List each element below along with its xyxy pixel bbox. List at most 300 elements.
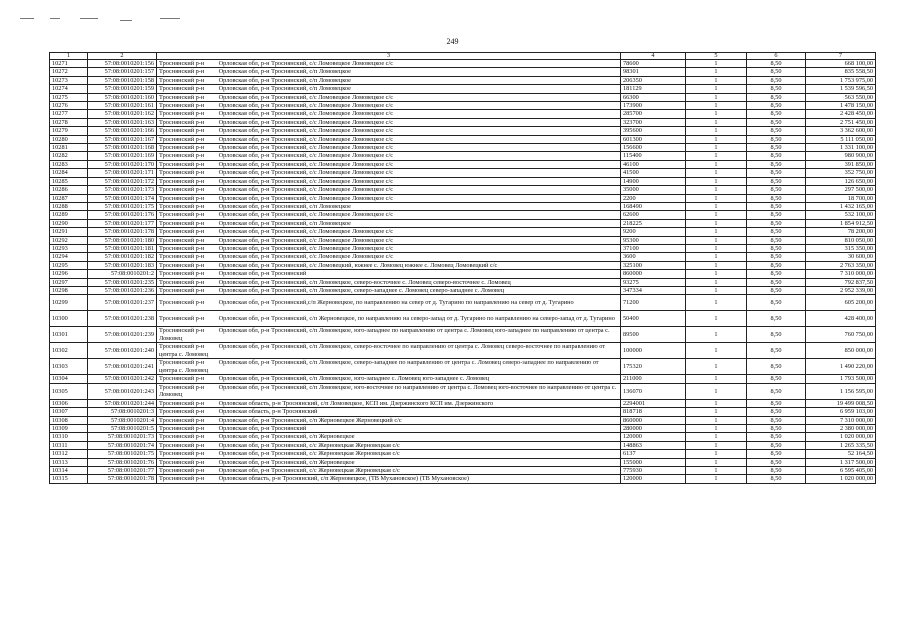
address-text: Орловская обл, р-н Троснянский, с/с Ломовецкое Ломовецкое с/с (218, 253, 394, 261)
coefficient-cell: 1 (686, 458, 747, 466)
district-name: Троснянский р-н (159, 144, 205, 152)
location-cell (157, 278, 621, 286)
cadastral-number-cell: 57:08:0010201:4 (88, 416, 157, 424)
cadastral-value-cell: 810 050,00 (806, 236, 876, 244)
area-cell: 78600 (621, 60, 686, 68)
rate-cell: 8,50 (747, 327, 806, 343)
table-row (50, 236, 876, 244)
area-cell: 211000 (621, 375, 686, 383)
coefficient-cell: 1 (686, 253, 747, 261)
cadastral-number-cell: 57:08:0010201:171 (88, 169, 157, 177)
coefficient-cell: 1 (686, 425, 747, 433)
coefficient-cell: 1 (686, 76, 747, 84)
district-name: Троснянский р-н (159, 475, 205, 483)
cadastral-number-cell: 57:08:0010201:156 (88, 60, 157, 68)
rate-cell: 8,50 (747, 458, 806, 466)
location-cell (157, 450, 621, 458)
location-cell (157, 467, 621, 475)
column-number-row (50, 53, 876, 60)
area-cell: 6137 (621, 450, 686, 458)
rate-cell: 8,50 (747, 169, 806, 177)
district-name: Троснянский р-н (159, 160, 205, 168)
rate-cell: 8,50 (747, 253, 806, 261)
rate-cell: 8,50 (747, 475, 806, 483)
cadastral-number-cell: 57:08:0010201:157 (88, 68, 157, 76)
cadastral-value-cell: 1 317 500,00 (806, 458, 876, 466)
address-text: Орловская обл, р-н Троснянский (218, 270, 307, 278)
area-cell: 325100 (621, 261, 686, 269)
coefficient-cell: 1 (686, 169, 747, 177)
address-text: Орловская обл, р-н Троснянский, с/с Ломовецкое Ломовецкое с/с (218, 211, 394, 219)
coefficient-cell: 1 (686, 244, 747, 252)
cadastral-value-cell: 297 500,00 (806, 186, 876, 194)
area-cell: 120000 (621, 475, 686, 483)
cadastral-value-cell: 18 700,00 (806, 194, 876, 202)
row-number-cell: 10297 (50, 278, 88, 286)
cadastral-number-cell: 57:08:0010201:160 (88, 93, 157, 101)
location-cell (157, 160, 621, 168)
table-row (50, 135, 876, 143)
area-cell: 35000 (621, 186, 686, 194)
cadastral-value-cell: 980 900,00 (806, 152, 876, 160)
coefficient-cell: 1 (686, 359, 747, 375)
area-cell: 218225 (621, 219, 686, 227)
cadastral-number-cell: 57:08:0010201:166 (88, 127, 157, 135)
address-text: Орловская область, р-н Троснянский, с/п Жерновецкое, (ТВ Мухановское) (ТВ Мухановское) (218, 475, 469, 483)
area-cell: 3600 (621, 253, 686, 261)
district-name: Троснянский р-н (159, 228, 205, 236)
cadastral-number-cell: 57:08:0010201:76 (88, 458, 157, 466)
table-row (50, 467, 876, 475)
location-cell (157, 261, 621, 269)
table-row (50, 383, 876, 399)
table-row (50, 93, 876, 101)
address-text: Орловская обл, р-н Троснянский, с/с Ломовецкое Ломовецкое с/с (218, 135, 394, 143)
address-text: Орловская обл, р-н Троснянский, с/с Ломовецкое Ломовецкое с/с (218, 144, 394, 152)
row-number-cell: 10272 (50, 68, 88, 76)
cadastral-value-cell: 1 490 220,00 (806, 359, 876, 375)
row-number-cell: 10298 (50, 286, 88, 294)
rate-cell: 8,50 (747, 135, 806, 143)
location-cell (157, 186, 621, 194)
coefficient-cell: 1 (686, 236, 747, 244)
area-cell: 173900 (621, 102, 686, 110)
row-number-cell: 10308 (50, 416, 88, 424)
cadastral-value-cell: 6 959 103,00 (806, 408, 876, 416)
location-cell (157, 236, 621, 244)
address-text: Орловская обл, р-н Троснянский,с/п Жерновецкое, по направлению на север от д. Тугарино по направлению на север от д. Тугарино (218, 299, 574, 307)
column-header: 3 (157, 53, 621, 60)
area-cell: 100000 (621, 343, 686, 359)
address-text: Орловская обл, р-н Троснянский, с/с Ломовецкое Ломовецкое с/с (218, 118, 394, 126)
location-cell (157, 441, 621, 449)
rate-cell: 8,50 (747, 278, 806, 286)
rate-cell: 8,50 (747, 144, 806, 152)
table-row (50, 253, 876, 261)
cadastral-number-cell: 57:08:0010201:75 (88, 450, 157, 458)
cadastral-number-cell: 57:08:0010201:235 (88, 278, 157, 286)
rate-cell: 8,50 (747, 311, 806, 327)
cadastral-number-cell: 57:08:0010201:182 (88, 253, 157, 261)
location-cell (157, 408, 621, 416)
rate-cell: 8,50 (747, 68, 806, 76)
table-row (50, 441, 876, 449)
table-row (50, 475, 876, 483)
location-cell (157, 110, 621, 118)
location-cell (157, 399, 621, 407)
location-cell (157, 359, 621, 375)
row-number-cell: 10303 (50, 359, 88, 375)
row-number-cell: 10295 (50, 261, 88, 269)
cadastral-number-cell: 57:08:0010201:238 (88, 311, 157, 327)
district-name: Троснянский р-н (159, 76, 205, 84)
column-header: 2 (88, 53, 157, 60)
cadastral-number-cell: 57:08:0010201:237 (88, 295, 157, 311)
rate-cell: 8,50 (747, 425, 806, 433)
table-row (50, 127, 876, 135)
cadastral-value-cell: 1 753 975,00 (806, 76, 876, 84)
row-number-cell: 10279 (50, 127, 88, 135)
cadastral-number-cell: 57:08:0010201:159 (88, 85, 157, 93)
table-row (50, 76, 876, 84)
coefficient-cell: 1 (686, 186, 747, 194)
cadastral-number-cell: 57:08:0010201:77 (88, 467, 157, 475)
row-number-cell: 10309 (50, 425, 88, 433)
location-cell (157, 194, 621, 202)
district-name: Троснянский р-н (159, 102, 205, 110)
district-name: Троснянский р-н (159, 135, 205, 143)
coefficient-cell: 1 (686, 110, 747, 118)
district-name: Троснянский р-н (159, 169, 205, 177)
table-row (50, 270, 876, 278)
cadastral-number-cell: 57:08:0010201:173 (88, 186, 157, 194)
cadastral-value-cell: 3 362 600,00 (806, 127, 876, 135)
coefficient-cell: 1 (686, 118, 747, 126)
table-row (50, 211, 876, 219)
cadastral-number-cell: 57:08:0010201:5 (88, 425, 157, 433)
coefficient-cell: 1 (686, 475, 747, 483)
coefficient-cell: 1 (686, 343, 747, 359)
district-name: Троснянский р-н (159, 433, 205, 441)
table-row (50, 286, 876, 294)
address-text: Орловская обл, р-н Троснянский, с/с Ломовецкое Ломовецкое с/с (218, 93, 394, 101)
cadastral-number-cell: 57:08:0010201:181 (88, 244, 157, 252)
cadastral-value-cell: 1 793 500,00 (806, 375, 876, 383)
address-text: Орловская обл, р-н Троснянский, с/с Ломовецкое Ломовецкое с/с (218, 160, 394, 168)
area-cell: 347334 (621, 286, 686, 294)
table-row (50, 425, 876, 433)
address-text: Орловская обл, р-н Троснянский, с/п Ломовецкое (218, 76, 351, 84)
row-number-cell: 10313 (50, 458, 88, 466)
area-cell: 601300 (621, 135, 686, 143)
area-cell: 285700 (621, 110, 686, 118)
cadastral-value-cell: 835 558,50 (806, 68, 876, 76)
district-name: Троснянский р-н (159, 202, 205, 210)
rate-cell: 8,50 (747, 236, 806, 244)
row-number-cell: 10278 (50, 118, 88, 126)
rate-cell: 8,50 (747, 467, 806, 475)
row-number-cell: 10283 (50, 160, 88, 168)
cadastral-value-cell: 668 100,00 (806, 60, 876, 68)
table-row (50, 160, 876, 168)
row-number-cell: 10284 (50, 169, 88, 177)
area-cell: 860000 (621, 416, 686, 424)
rate-cell: 8,50 (747, 375, 806, 383)
area-cell: 9200 (621, 228, 686, 236)
cadastral-number-cell: 57:08:0010201:176 (88, 211, 157, 219)
cadastral-value-cell: 1 156 595,00 (806, 383, 876, 399)
cadastral-value-cell: 52 164,50 (806, 450, 876, 458)
cadastral-number-cell: 57:08:0010201:158 (88, 76, 157, 84)
location-cell (157, 60, 621, 68)
page-number: 249 (446, 37, 459, 46)
column-header: 5 (686, 53, 747, 60)
row-number-cell: 10275 (50, 93, 88, 101)
district-name: Троснянский р-н (159, 93, 205, 101)
coefficient-cell: 1 (686, 127, 747, 135)
table-row (50, 244, 876, 252)
table-row (50, 219, 876, 227)
cadastral-number-cell: 57:08:0010201:162 (88, 110, 157, 118)
rate-cell: 8,50 (747, 270, 806, 278)
row-number-cell: 10306 (50, 399, 88, 407)
cadastral-value-cell: 2 380 000,00 (806, 425, 876, 433)
row-number-cell: 10288 (50, 202, 88, 210)
district-name: Троснянский р-н (159, 327, 205, 335)
address-text: Орловская обл, р-н Троснянский, с/п Ломовецкое, северо-западнее с. Ломовец северо-западнее с. Ломовец (218, 286, 505, 294)
district-name: Троснянский р-н (159, 286, 205, 294)
coefficient-cell: 1 (686, 211, 747, 219)
location-cell (157, 416, 621, 424)
cadastral-number-cell: 57:08:0010201:244 (88, 399, 157, 407)
area-cell: 860000 (621, 270, 686, 278)
location-cell (157, 102, 621, 110)
district-name: Троснянский р-н (159, 425, 205, 432)
location-cell (157, 475, 621, 483)
rate-cell: 8,50 (747, 118, 806, 126)
cadastral-value-cell: 1 432 165,00 (806, 202, 876, 210)
coefficient-cell: 1 (686, 270, 747, 278)
district-name: Троснянский р-н (159, 236, 205, 244)
coefficient-cell: 1 (686, 399, 747, 407)
rate-cell: 8,50 (747, 450, 806, 458)
address-text: Орловская обл, р-н Троснянский, с/с Ломовецкое Ломовецкое с/с (218, 228, 394, 236)
district-name: Троснянский р-н (159, 441, 205, 449)
cadastral-number-cell: 57:08:0010201:177 (88, 219, 157, 227)
area-cell: 148863 (621, 441, 686, 449)
table-row (50, 60, 876, 68)
district-name: Троснянский р-н (159, 467, 205, 475)
table-row (50, 202, 876, 210)
table-row (50, 102, 876, 110)
column-header: 7 (806, 53, 876, 60)
cadastral-number-cell: 57:08:0010201:178 (88, 228, 157, 236)
address-text: Орловская обл, р-н Троснянский, с/с Ломовецкое Ломовецкое с/с (218, 102, 394, 110)
row-number-cell: 10293 (50, 244, 88, 252)
cadastral-value-cell: 1 020 000,00 (806, 433, 876, 441)
rate-cell: 8,50 (747, 194, 806, 202)
district-name: Троснянский р-н (159, 399, 205, 407)
rate-cell: 8,50 (747, 211, 806, 219)
district-name: Троснянский р-н (159, 416, 205, 424)
coefficient-cell: 1 (686, 383, 747, 399)
coefficient-cell: 1 (686, 194, 747, 202)
rate-cell: 8,50 (747, 383, 806, 399)
rate-cell: 8,50 (747, 76, 806, 84)
location-cell (157, 286, 621, 294)
row-number-cell: 10289 (50, 211, 88, 219)
district-name: Троснянский р-н (159, 278, 205, 286)
table-row (50, 311, 876, 327)
coefficient-cell: 1 (686, 202, 747, 210)
table-row (50, 433, 876, 441)
table-row (50, 450, 876, 458)
cadastral-value-cell: 1 331 100,00 (806, 144, 876, 152)
location-cell (157, 76, 621, 84)
table-body (50, 60, 876, 484)
location-cell (157, 93, 621, 101)
cadastral-number-cell: 57:08:0010201:169 (88, 152, 157, 160)
row-number-cell: 10301 (50, 327, 88, 343)
coefficient-cell: 1 (686, 102, 747, 110)
cadastral-number-cell: 57:08:0010201:242 (88, 375, 157, 383)
coefficient-cell: 1 (686, 152, 747, 160)
cadastral-number-cell: 57:08:0010201:78 (88, 475, 157, 483)
cadastral-value-cell: 1 020 000,00 (806, 475, 876, 483)
address-text: Орловская обл, р-н Троснянский, с/п Ломовецкое, юго-восточнее по направлению от центра с. Ломовец юго-восточнее по направлению от центра с. Ломовец (159, 383, 617, 399)
table-row (50, 177, 876, 185)
address-text: Орловская обл, р-н Троснянский, с/п Ломовецкое, северо-восточнее по направлению от центра с. Ломовец северо-восточнее по направлению от центра с. Ломовец (159, 343, 606, 358)
district-name: Троснянский р-н (159, 219, 205, 227)
district-name: Троснянский р-н (159, 253, 205, 261)
location-cell (157, 202, 621, 210)
cadastral-value-cell: 1 478 150,00 (806, 102, 876, 110)
table-row (50, 295, 876, 311)
coefficient-cell: 1 (686, 228, 747, 236)
row-number-cell: 10294 (50, 253, 88, 261)
district-name: Троснянский р-н (159, 383, 205, 391)
row-number-cell: 10280 (50, 135, 88, 143)
district-name: Троснянский р-н (159, 211, 205, 219)
coefficient-cell: 1 (686, 85, 747, 93)
table-row (50, 110, 876, 118)
district-name: Троснянский р-н (159, 408, 205, 416)
cadastral-number-cell: 57:08:0010201:240 (88, 343, 157, 359)
location-cell (157, 311, 621, 327)
coefficient-cell: 1 (686, 416, 747, 424)
row-number-cell: 10287 (50, 194, 88, 202)
address-text: Орловская обл, р-н Троснянский, с/с Жерновецкая Жерновецкая с/с (218, 441, 400, 449)
cadastral-value-cell: 792 837,50 (806, 278, 876, 286)
cadastral-value-cell: 7 310 000,00 (806, 270, 876, 278)
cadastral-number-cell: 57:08:0010201:3 (88, 408, 157, 416)
rate-cell: 8,50 (747, 102, 806, 110)
district-name: Троснянский р-н (159, 315, 205, 323)
cadastral-number-cell: 57:08:0010201:239 (88, 327, 157, 343)
address-text: Орловская обл, р-н Троснянский, с/п Жерновецкое Жерновецкий с/с (218, 416, 402, 424)
area-cell: 168490 (621, 202, 686, 210)
cadastral-number-cell: 57:08:0010201:161 (88, 102, 157, 110)
area-cell: 775930 (621, 467, 686, 475)
row-number-cell: 10290 (50, 219, 88, 227)
cadastral-number-cell: 57:08:0010201:2 (88, 270, 157, 278)
location-cell (157, 425, 621, 433)
cadastral-value-cell: 19 499 008,50 (806, 399, 876, 407)
address-text: Орловская обл, р-н Троснянский, с/п Ломовецкое, северо-восточнее с. Ломовец северо-восточнее с. Ломовец (218, 278, 511, 286)
cadastral-value-cell: 2 763 350,00 (806, 261, 876, 269)
column-header: 4 (621, 53, 686, 60)
rate-cell: 8,50 (747, 441, 806, 449)
address-text: Орловская обл, р-н Троснянский, с/п Жерновецкое (218, 433, 355, 441)
district-name: Троснянский р-н (159, 375, 205, 383)
rate-cell: 8,50 (747, 286, 806, 294)
location-cell (157, 270, 621, 278)
address-text: Орловская обл, р-н Троснянский, с/с Ломовецкое Ломовецкое с/с (218, 177, 394, 185)
district-name: Троснянский р-н (159, 177, 205, 185)
cadastral-value-cell: 428 400,00 (806, 311, 876, 327)
coefficient-cell: 1 (686, 219, 747, 227)
coefficient-cell: 1 (686, 60, 747, 68)
coefficient-cell: 1 (686, 467, 747, 475)
row-number-cell: 10305 (50, 383, 88, 399)
coefficient-cell: 1 (686, 286, 747, 294)
table-row (50, 68, 876, 76)
location-cell (157, 68, 621, 76)
row-number-cell: 10277 (50, 110, 88, 118)
address-text: Орловская обл, р-н Троснянский, с/с Ломовецкое Ломовецкое с/с (218, 60, 394, 67)
coefficient-cell: 1 (686, 450, 747, 458)
cadastral-number-cell: 57:08:0010201:167 (88, 135, 157, 143)
cadastral-value-cell: 2 751 450,00 (806, 118, 876, 126)
district-name: Троснянский р-н (159, 270, 205, 278)
cadastral-value-cell: 563 550,00 (806, 93, 876, 101)
row-number-cell: 10282 (50, 152, 88, 160)
row-number-cell: 10276 (50, 102, 88, 110)
address-text: Орловская обл, р-н Троснянский, с/п Ломовецкое, северо-западнее по направлению от центра с. Ломовец северо-западнее по направлению от центра с. Ломовец (159, 359, 599, 374)
table-row (50, 261, 876, 269)
cadastral-number-cell: 57:08:0010201:241 (88, 359, 157, 375)
district-name: Троснянский р-н (159, 299, 205, 307)
location-cell (157, 177, 621, 185)
cadastral-number-cell: 57:08:0010201:174 (88, 194, 157, 202)
coefficient-cell: 1 (686, 311, 747, 327)
cadastral-number-cell: 57:08:0010201:74 (88, 441, 157, 449)
land-plot-register-table (49, 52, 876, 484)
location-cell (157, 343, 621, 359)
row-number-cell: 10310 (50, 433, 88, 441)
area-cell: 98301 (621, 68, 686, 76)
district-name: Троснянский р-н (159, 244, 205, 252)
district-name: Троснянский р-н (159, 261, 205, 269)
area-cell: 280000 (621, 425, 686, 433)
cadastral-value-cell: 532 100,00 (806, 211, 876, 219)
district-name: Троснянский р-н (159, 127, 205, 135)
address-text: Орловская обл, р-н Троснянский, с/с Ломовецкий, южнее с. Ломовец южнее с. Ломовец Ломовецкий с/с (218, 261, 498, 269)
address-text: Орловская обл, р-н Троснянский, с/п Ломовецкое, юго-западнее с. Ломовец юго-западнее с. Ломовец (218, 375, 490, 383)
coefficient-cell: 1 (686, 278, 747, 286)
rate-cell: 8,50 (747, 359, 806, 375)
rate-cell: 8,50 (747, 93, 806, 101)
row-number-cell: 10312 (50, 450, 88, 458)
area-cell: 93275 (621, 278, 686, 286)
row-number-cell: 10296 (50, 270, 88, 278)
location-cell (157, 375, 621, 383)
district-name: Троснянский р-н (159, 118, 205, 126)
cadastral-value-cell: 1 854 912,50 (806, 219, 876, 227)
coefficient-cell: 1 (686, 408, 747, 416)
coefficient-cell: 1 (686, 144, 747, 152)
coefficient-cell: 1 (686, 160, 747, 168)
